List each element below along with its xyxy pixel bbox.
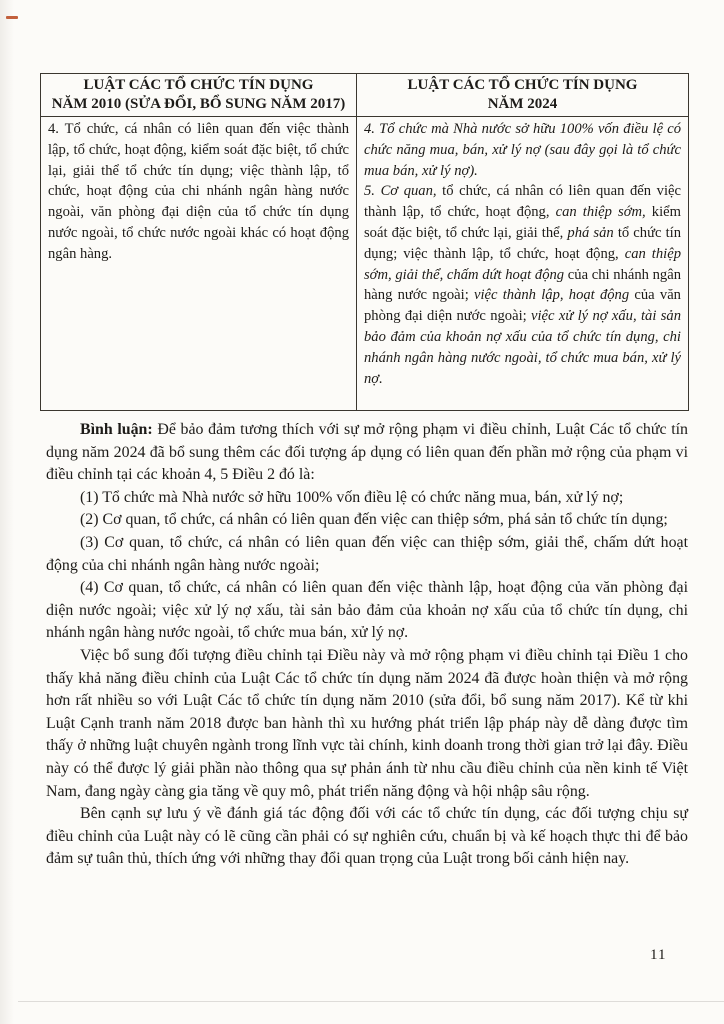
paragraph bbox=[46, 577, 688, 645]
paragraph bbox=[46, 532, 688, 577]
table-cell-law-2010 bbox=[41, 117, 357, 411]
paragraph bbox=[46, 803, 688, 871]
paragraph bbox=[48, 119, 349, 265]
text-segment: (4) Cơ quan, tổ chức, cá nhân có liên quan đến việc thành lập, hoạt động của văn phòng đại diện nước ngoài; việc xử lý nợ xấu, tài sản bảo đảm của khoản nợ xấu của tổ chức tín dụng, chi nhánh ngân hàng nước ngoài, tổ chức mua bán, xử lý nợ. bbox=[46, 579, 688, 642]
text-segment: tổ chức tín dụng; việc thành lập, tổ chức, hoạt động, bbox=[364, 224, 681, 262]
scan-bottom-line bbox=[18, 1001, 724, 1002]
paragraph bbox=[46, 419, 688, 487]
header-law-2024-line2: NĂM 2024 bbox=[487, 95, 558, 112]
scan-artifact-red-mark bbox=[6, 16, 18, 19]
table-header-law-2024 bbox=[357, 74, 689, 117]
paragraph bbox=[46, 645, 688, 803]
commentary-section bbox=[46, 419, 688, 871]
text-segment: (1) Tổ chức mà Nhà nước sở hữu 100% vốn điều lệ có chức năng mua, bán, xử lý nợ; bbox=[80, 488, 624, 506]
table-header-law-2010 bbox=[41, 74, 357, 117]
page-number: 11 bbox=[650, 947, 667, 963]
text-segment: phá sản bbox=[567, 224, 614, 241]
text-segment: Để bảo đảm tương thích với sự mở rộng phạm vi điều chỉnh, Luật Các tổ chức tín dụng năm 2024 đã bổ sung thêm các đối tượng áp dụng có liên quan đến phần mở rộng của phạm vi điều chỉnh tại các khoản 4, 5 Điều 2 đó là: bbox=[46, 421, 688, 484]
text-segment: (3) Cơ quan, tổ chức, cá nhân có liên quan đến việc can thiệp sớm, giải thể, chấm dứt hoạt động của chi nhánh ngân hàng nước ngoài; bbox=[46, 533, 688, 574]
text-segment: Việc bổ sung đối tượng điều chỉnh tại Điều này và mở rộng phạm vi điều chỉnh tại Điều 1 cho thấy khả năng điều chỉnh của Luật Các tổ chức tín dụng năm 2024 đã được hoàn thiện và mở rộng hơn rất nhiều so với Luật Các tổ chức tín dụng năm 2010 (sửa đổi, bổ sung năm 2017). Kể từ khi Luật Cạnh tranh năm 2018 được ban hành thì xu hướng phát triển lập pháp này dễ dàng được tìm thấy ở những luật chuyên ngành trong lĩnh vực tài chính, kinh doanh trong thời gian trở lại đây. Điều này có thể được lý giải phần nào thông qua sự phản ánh từ nhu cầu điều chỉnh của nền kinh tế Việt Nam, đang ngày càng gia tăng về quy mô, phát triển năng động và hội nhập sâu rộng. bbox=[46, 646, 688, 800]
text-segment: kiểm soát đặc biệt, tổ chức lại, giải thể, bbox=[364, 204, 681, 241]
table-cell-law-2024 bbox=[357, 117, 689, 411]
header-law-2010-line1: LUẬT CÁC TỔ CHỨC TÍN DỤNG bbox=[83, 77, 314, 93]
text-segment: can thiệp sớm, giải thể, chấm dứt hoạt động bbox=[364, 245, 681, 283]
paragraph bbox=[46, 487, 688, 510]
paragraph bbox=[364, 181, 681, 389]
text-segment: Bình luận: bbox=[80, 421, 153, 438]
header-law-2010-line2: NĂM 2010 (SỬA ĐỔI, BỔ SUNG NĂM 2017) bbox=[51, 95, 346, 112]
text-segment: (2) Cơ quan, tổ chức, cá nhân có liên quan đến việc can thiệp sớm, phá sản tổ chức tín dụng; bbox=[80, 511, 668, 529]
law-comparison-table bbox=[40, 73, 689, 411]
text-segment: 4. Tổ chức, cá nhân có liên quan đến việc thành lập, tổ chức, hoạt động, kiểm soát đặc biệt, tổ chức lại, giải thể tổ chức tín dụng; việc thành lập, tổ chức, hoạt động của chi nhánh ngân hàng nước ngoài, văn phòng đại diện của tổ chức tín dụng nước ngoài, tổ chức nước ngoài khác có hoạt động ngân hàng. bbox=[48, 121, 349, 262]
text-segment: của văn phòng đại diện nước ngoài; bbox=[364, 287, 681, 325]
text-segment: 4. Tổ chức mà Nhà nước sở hữu 100% vốn điều lệ có chức năng mua, bán, xử lý nợ (sau đây gọi là tổ chức mua bán, xử lý nợ). bbox=[364, 121, 681, 179]
text-segment: can thiệp sớm, bbox=[555, 204, 646, 221]
paragraph bbox=[46, 509, 688, 532]
text-segment: việc xử lý nợ xấu, tài sản bảo đảm của khoản nợ xấu của tổ chức tín dụng, chi nhánh ngân hàng nước ngoài, tổ chức mua bán, xử lý nợ. bbox=[364, 308, 681, 387]
text-segment: việc thành lập, hoạt động bbox=[474, 287, 630, 304]
paragraph bbox=[364, 119, 681, 181]
header-law-2024-line1: LUẬT CÁC TỔ CHỨC TÍN DỤNG bbox=[407, 77, 638, 93]
text-segment: tổ chức, cá nhân có liên quan đến việc thành lập, tổ chức, hoạt động, bbox=[364, 183, 681, 221]
text-segment: Bên cạnh sự lưu ý về đánh giá tác động đối với các tổ chức tín dụng, các đối tượng chịu sự điều chỉnh của Luật này có lẽ cũng cần phải có sự nghiên cứu, chuẩn bị và kế hoạch thực thi để bảo đảm sự tuân thủ, thích ứng với những thay đổi quan trọng của Luật trong bối cảnh hiện nay. bbox=[46, 805, 688, 868]
scan-edge-shadow bbox=[0, 0, 14, 1024]
text-segment: của chi nhánh ngân hàng nước ngoài; bbox=[364, 266, 682, 304]
text-segment: 5. Cơ quan, bbox=[364, 183, 437, 200]
table-header-row bbox=[41, 74, 689, 117]
table-body-row bbox=[41, 117, 689, 411]
